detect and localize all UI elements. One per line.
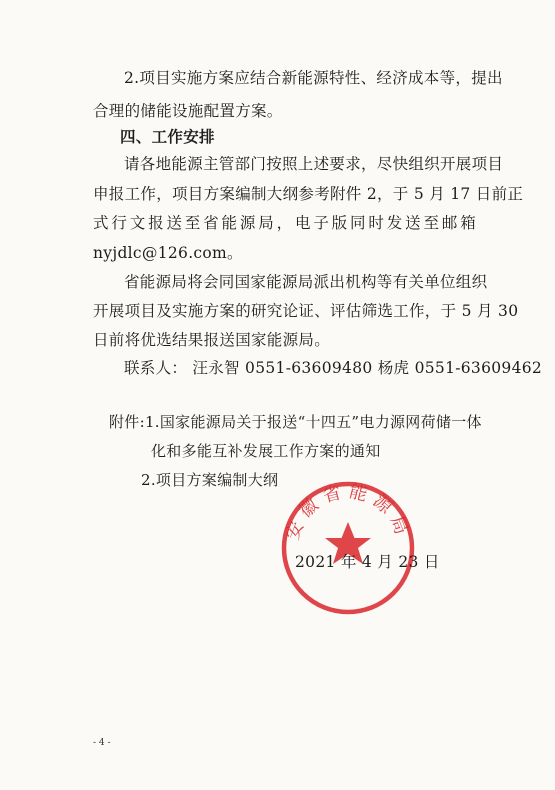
attachment-item-2: 2.项目方案编制大纲 <box>141 471 279 489</box>
email-text: nyjdlc@126.com。 <box>93 244 243 262</box>
signature-date: 2021 年 4 月 23 日 <box>295 553 440 571</box>
paragraph-line: 省能源局将会同国家能源局派出机构等有关单位组织 <box>124 273 488 291</box>
paragraph-line: 2.项目实施方案应结合新能源特性、经济成本等，提出 <box>124 69 503 87</box>
attachment-item-1: 附件:1.国家能源局关于报送“十四五”电力源网荷储一体 <box>109 413 482 431</box>
paragraph-line: 请各地能源主管部门按照上述要求，尽快组织开展项目 <box>124 155 504 173</box>
paragraph-line: 式行文报送至省能源局，电子版同时发送至邮箱 <box>93 214 476 232</box>
contact-line: 联系人： 汪永智 0551-63609480 杨虎 0551-63609462 <box>124 359 543 377</box>
page-number: - 4 - <box>93 738 111 748</box>
paragraph-line: 申报工作，项目方案编制大纲参考附件 2，于 5 月 17 日前正 <box>93 185 524 203</box>
paragraph-line: 开展项目及实施方案的研究论证、评估筛选工作，于 5 月 30 <box>93 302 519 320</box>
official-seal-icon <box>278 478 418 618</box>
attachment-item-1-continued: 化和多能互补发展工作方案的通知 <box>151 442 381 460</box>
paragraph-line: 合理的储能设施配置方案。 <box>93 102 283 120</box>
paragraph-line: 日前将优选结果报送国家能源局。 <box>93 331 331 349</box>
seal-text: 安徽省能源局 <box>282 481 414 543</box>
section-heading: 四、工作安排 <box>120 127 215 146</box>
